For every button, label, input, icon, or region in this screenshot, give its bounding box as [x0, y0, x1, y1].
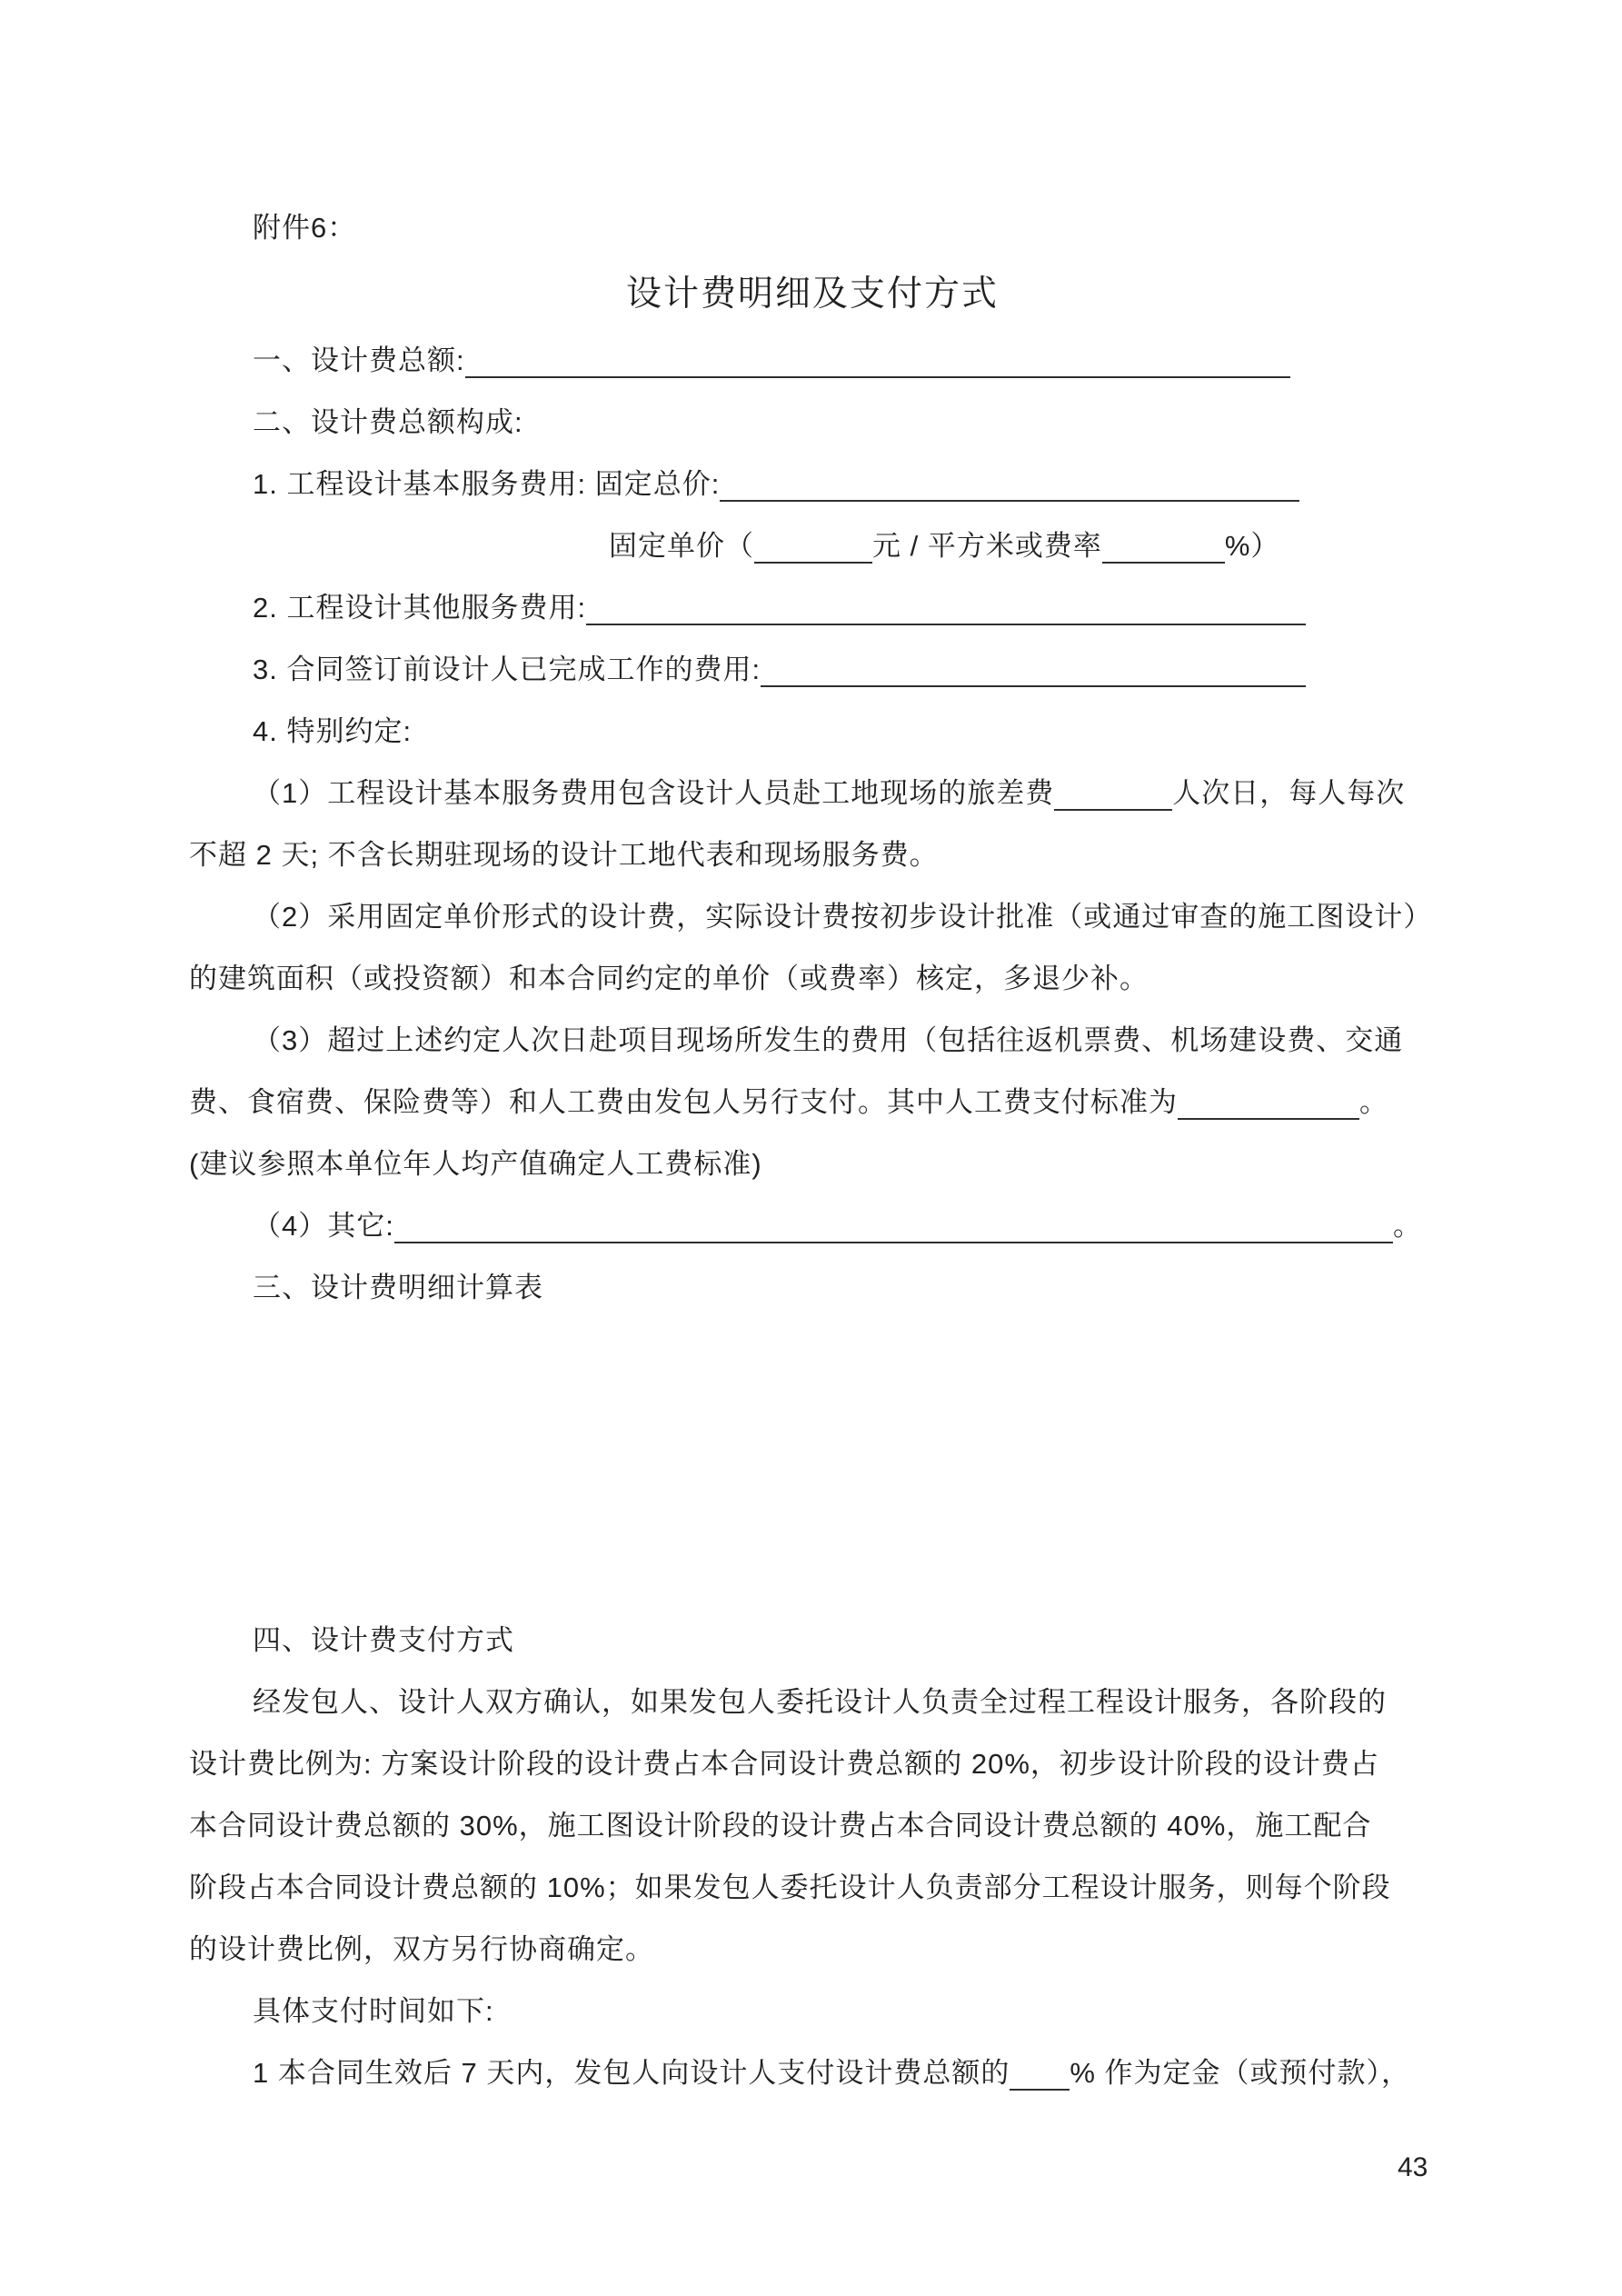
text-run: 本合同设计费总额的 30%，施工图设计阶段的设计费占本合同设计费总额的 40%，施工配合	[189, 1810, 1372, 1842]
payment-para-line-3	[189, 1791, 1436, 1852]
text-run: (建议参照本单位年人均产值确定人工费标准)	[189, 1148, 762, 1180]
payment-schedule-heading	[189, 1976, 1436, 2038]
text-run: 二、设计费总额构成:	[253, 406, 523, 438]
text-run: 1 本合同生效后 7 天内，发包人向设计人支付设计费总额的	[253, 2057, 1010, 2089]
text-run: 的设计费比例，双方另行协商确定。	[189, 1933, 654, 1965]
section-1-total-fee	[189, 325, 1436, 387]
text-run: 3. 合同签订前设计人已完成工作的费用:	[253, 654, 761, 685]
clause-3-note	[189, 1129, 1436, 1191]
item-4-special-agreement	[189, 696, 1436, 758]
blank-field	[1102, 558, 1225, 564]
blank-field	[465, 373, 1290, 378]
section-2-composition	[189, 387, 1436, 449]
payment-schedule-item-1	[189, 2038, 1436, 2100]
item-3-presigning-work-fee	[189, 634, 1436, 696]
item-2-other-service-fee	[189, 573, 1436, 634]
blank-field	[1054, 805, 1172, 811]
clause-3-line-1	[189, 1005, 1436, 1067]
text-run: 具体支付时间如下:	[253, 1995, 494, 2027]
text-run: 阶段占本合同设计费总额的 10%；如果发包人委托设计人负责部分工程设计服务，则每个阶段	[189, 1872, 1391, 1903]
blank-field	[394, 1238, 1393, 1243]
text-run: 四、设计费支付方式	[253, 1624, 514, 1656]
text-run: 4. 特别约定:	[253, 715, 413, 747]
text-run: 的建筑面积（或投资额）和本合同约定的单价（或费率）核定，多退少补。	[189, 963, 1149, 994]
text-run: 一、设计费总额:	[253, 344, 465, 376]
text-run: 。	[1359, 1086, 1388, 1118]
text-run: （1）工程设计基本服务费用包含设计人员赴工地现场的旅差费	[253, 777, 1055, 809]
clause-4-other	[189, 1191, 1436, 1253]
payment-para-line-4	[189, 1852, 1436, 1914]
table-placeholder-gap	[189, 1314, 1436, 1605]
text-run: 附件6：	[253, 212, 357, 244]
page-number: 43	[1398, 2152, 1428, 2182]
text-run: 人次日，每人每次	[1172, 777, 1406, 809]
blank-field	[1178, 1114, 1359, 1120]
text-run: %）	[1224, 530, 1280, 562]
text-run: 。	[1393, 1210, 1422, 1242]
text-run: （4）其它:	[253, 1210, 394, 1242]
text-run: 1. 工程设计基本服务费用: 固定总价:	[253, 468, 721, 500]
clause-1-line-2	[189, 820, 1436, 882]
text-run: 不超 2 天; 不含长期驻现场的设计工地代表和现场服务费。	[189, 839, 939, 871]
section-3-detail-table-heading	[189, 1253, 1436, 1314]
document-body	[189, 193, 1436, 2100]
text-run: 经发包人、设计人双方确认，如果发包人委托设计人负责全过程工程设计服务，各阶段的	[253, 1686, 1387, 1718]
spacer	[1422, 1242, 1436, 1243]
text-run: 2. 工程设计其他服务费用:	[253, 592, 587, 624]
doc-title	[189, 255, 1436, 325]
text-run: 设计费比例为: 方案设计阶段的设计费占本合同设计费总额的 20%，初步设计阶段的设计费占	[189, 1748, 1379, 1780]
clause-1-line-1	[189, 758, 1436, 820]
blank-field	[586, 620, 1306, 625]
blank-field	[761, 682, 1306, 687]
spacer	[1299, 500, 1436, 502]
spacer	[1290, 376, 1436, 378]
spacer	[1306, 624, 1436, 625]
clause-2-line-1	[189, 882, 1436, 943]
text-run: （2）采用固定单价形式的设计费，实际设计费按初步设计批准（或通过审查的施工图设计）	[253, 901, 1433, 933]
spacer	[1306, 685, 1436, 687]
item-1-basic-service-fee	[189, 449, 1436, 511]
payment-para-line-2	[189, 1729, 1436, 1791]
item-1-unit-price	[189, 511, 1436, 573]
clause-3-line-2	[189, 1067, 1436, 1129]
text-run: % 作为定金（或预付款），	[1070, 2057, 1411, 2089]
clause-2-line-2	[189, 943, 1436, 1005]
attachment-label	[189, 193, 1436, 255]
text-run: （3）超过上述约定人次日赴项目现场所发生的费用（包括往返机票费、机场建设费、交通	[253, 1024, 1404, 1056]
text-run: 费、食宿费、保险费等）和人工费由发包人另行支付。其中人工费支付标准为	[189, 1086, 1178, 1118]
text-run: 固定单价（	[609, 530, 754, 562]
blank-field	[720, 496, 1299, 502]
blank-field	[1010, 2085, 1070, 2091]
payment-para-line-5	[189, 1914, 1436, 1976]
section-4-payment-method	[189, 1605, 1436, 1667]
blank-field	[754, 558, 872, 564]
text-run: 元 / 平方米或费率	[872, 530, 1102, 562]
text-run: 设计费明细及支付方式	[625, 275, 999, 314]
text-run: 三、设计费明细计算表	[253, 1272, 543, 1303]
payment-para-line-1	[189, 1667, 1436, 1729]
